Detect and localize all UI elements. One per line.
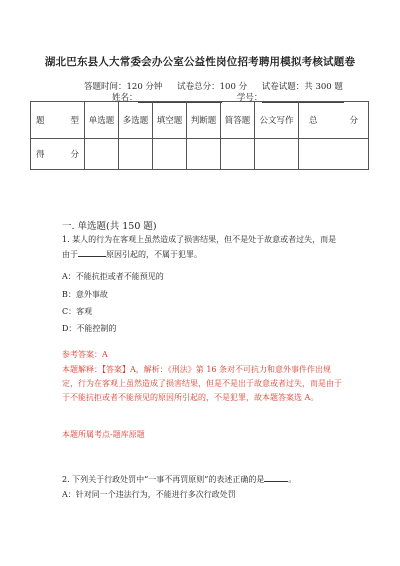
question-1-option-d: D：不能控制的 — [62, 324, 117, 333]
header-single-choice: 单选题 — [85, 102, 119, 139]
score-cell — [153, 139, 187, 170]
answer-blank — [264, 472, 288, 482]
score-cell — [119, 139, 153, 170]
header-short-answer: 简答题 — [221, 102, 255, 139]
score-table-score-row — [31, 139, 369, 170]
header-total: 总 分 — [299, 102, 369, 139]
header-fill-blank: 填空题 — [153, 102, 187, 139]
score-table-header-row — [31, 102, 369, 139]
score-label: 得 分 — [31, 139, 85, 170]
section-heading: 一. 单选题(共 150 题) — [62, 221, 157, 232]
answer-blank — [78, 247, 106, 257]
score-cell — [299, 139, 369, 170]
question-1-option-b: B：意外事故 — [62, 290, 108, 299]
score-cell — [85, 139, 119, 170]
question-1-option-a: A：不能抗拒或者不能预见的 — [62, 272, 164, 281]
question-1-explanation: 本题解释：【答案】A，解析：《刑法》第 16 条对不可抗力和意外事件作出规 定，行为在客观上虽然造成了损害结果，但是不是出于故意或者过失，而是由于 于不能抗拒或者不能预见的原因所引起的，不是犯罪，故本题答案选 A。 — [62, 365, 342, 402]
score-table — [30, 101, 369, 170]
exam-time: 答题时间：120 分钟 — [84, 82, 163, 92]
question-1-stem-line2: 由于 原因引起的，不属于犯罪。 — [62, 247, 382, 262]
id-label: 学号： — [236, 93, 263, 103]
score-cell — [221, 139, 255, 170]
question-1-stem-line1: 1. 某人的行为在客观上虽然造成了损害结果，但不是处于故意或者过失，而是 — [62, 235, 337, 244]
name-label: 姓名： — [112, 93, 138, 103]
header-true-false: 判断题 — [187, 102, 221, 139]
question-2-stem: 2. 下列关于行政处罚中“一事不再罚原则”的表述正确的是 。 — [62, 472, 296, 487]
total-score: 试卷总分：100 分 — [177, 82, 248, 92]
score-cell — [255, 139, 299, 170]
header-type: 题 型 — [31, 102, 85, 139]
question-1-option-c: C：客观 — [62, 307, 93, 316]
header-official-writing: 公文写作 — [255, 102, 299, 139]
question-1-stem — [62, 233, 382, 262]
document-title: 湖北巴东县人大常委会办公室公益性岗位招考聘用模拟考核试题卷 — [44, 56, 356, 68]
header-multi-choice: 多选题 — [119, 102, 153, 139]
question-1-answer: 参考答案：A — [62, 350, 108, 359]
question-count: 试卷试题：共 300 题 — [261, 82, 343, 92]
question-2-option-a: A：针对同一个违法行为，不能进行多次行政处罚 — [62, 490, 236, 499]
score-cell — [187, 139, 221, 170]
question-1-topic: 本题所属考点-题库原题 — [62, 430, 145, 439]
